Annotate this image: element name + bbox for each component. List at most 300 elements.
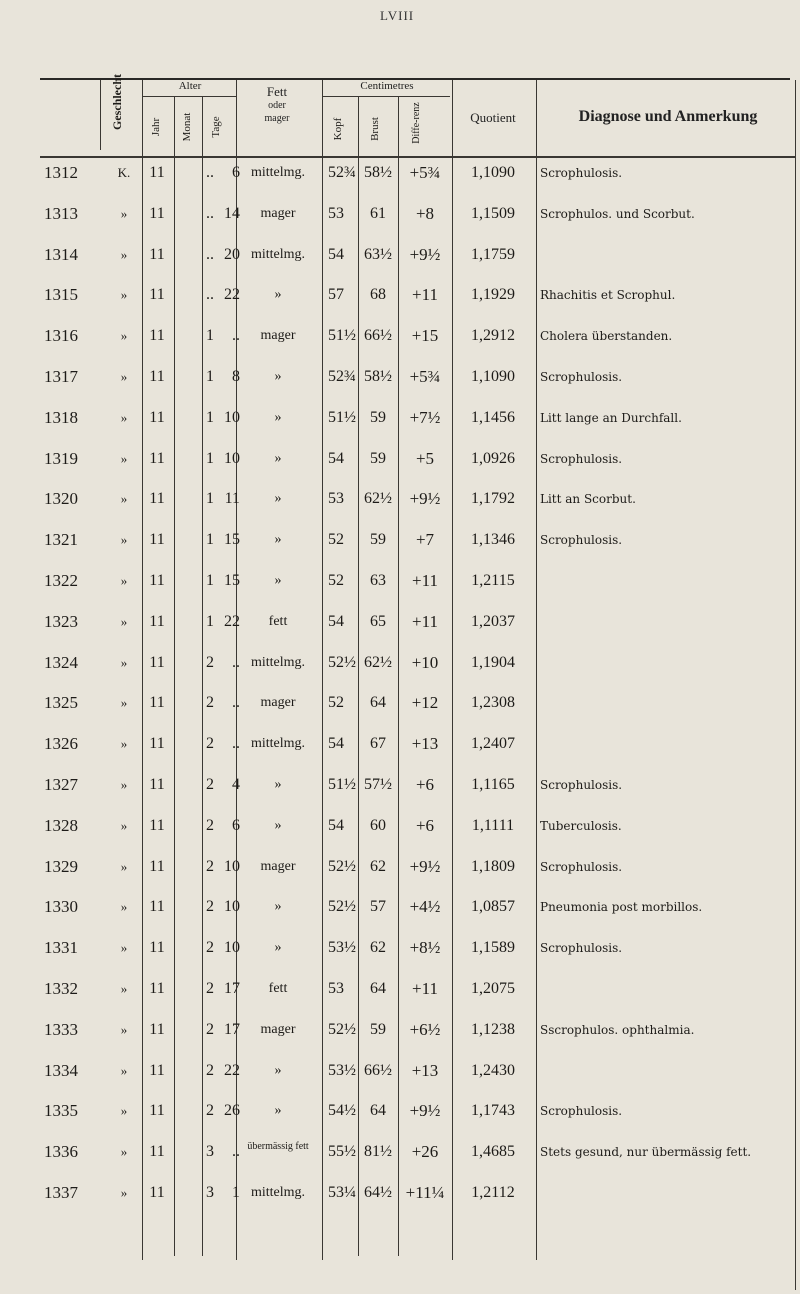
row-differenz: +8½ (409, 938, 441, 958)
row-brust: 64 (370, 694, 386, 712)
header-diagnose: Diagnose und Anmerkung (578, 108, 758, 125)
row-quotient: 1,1238 (471, 1020, 515, 1038)
row-brust: 64 (370, 1102, 386, 1120)
row-sex: » (120, 1144, 128, 1160)
row-tage: 22 (224, 612, 240, 630)
row-monat: 1 (206, 368, 214, 385)
row-differenz: +9½ (409, 244, 441, 264)
row-sex: » (120, 491, 128, 507)
row-kopf: 57 (328, 286, 344, 304)
row-sex: » (120, 246, 128, 262)
table-row (0, 407, 800, 447)
row-number: 1316 (44, 326, 78, 346)
row-fett: » (274, 940, 282, 956)
row-monat: 3 (206, 1143, 214, 1161)
row-kopf: 52 (328, 531, 344, 549)
row-monat: .. (206, 286, 214, 304)
row-sex: » (120, 532, 128, 548)
row-sex: » (120, 981, 128, 996)
row-jahr: 11 (149, 1061, 165, 1079)
row-fett: übermässig fett (247, 1141, 309, 1153)
row-diagnose: Scrophulos. und Scorbut. (540, 206, 695, 221)
row-kopf: 51½ (328, 327, 356, 345)
table-row (0, 692, 800, 732)
row-tage: 22 (224, 286, 240, 304)
row-brust: 59 (370, 449, 386, 467)
row-sex: » (120, 654, 128, 670)
row-brust: 81½ (364, 1143, 392, 1161)
row-differenz: +6 (415, 815, 435, 835)
row-brust: 62 (370, 857, 386, 875)
row-quotient: 1,1165 (471, 776, 515, 793)
row-sex: » (120, 899, 128, 915)
row-monat: 1 (206, 572, 214, 589)
row-jahr: 11 (149, 776, 165, 793)
row-tage: 10 (224, 939, 240, 957)
row-tage: 10 (224, 408, 240, 426)
row-brust: 59 (370, 531, 386, 549)
row-jahr: 11 (149, 653, 165, 671)
row-jahr: 11 (149, 939, 165, 957)
row-brust: 61 (370, 204, 386, 222)
row-brust: 66½ (364, 1061, 392, 1079)
row-fett: » (274, 899, 282, 915)
row-fett: fett (268, 981, 288, 996)
row-sex: K. (117, 165, 131, 180)
row-brust: 64½ (364, 1184, 392, 1201)
header-geschlecht: Geschlecht (110, 74, 124, 130)
row-kopf: 53¼ (328, 1184, 356, 1201)
table-row (0, 611, 800, 651)
row-kopf: 54½ (328, 1102, 356, 1120)
row-quotient: 1,1759 (471, 245, 515, 263)
row-sex: » (120, 817, 128, 833)
table-row (0, 366, 800, 406)
row-sex: » (120, 450, 128, 466)
row-monat: 1 (206, 327, 214, 345)
row-differenz: +4½ (409, 897, 441, 917)
table-row (0, 1141, 800, 1181)
row-monat: 2 (206, 980, 214, 997)
row-fett: » (274, 409, 282, 425)
row-quotient: 1,2912 (471, 327, 515, 345)
row-monat: 1 (206, 531, 214, 549)
row-differenz: +10 (411, 652, 439, 672)
row-quotient: 1,2407 (471, 735, 515, 753)
row-monat: 2 (206, 939, 214, 957)
row-sex: » (120, 409, 128, 425)
row-diagnose: Tuberculosis. (540, 818, 622, 833)
row-jahr: 11 (149, 164, 165, 181)
header-fett-oder: oder (268, 100, 286, 111)
row-tage: .. (232, 694, 240, 712)
row-brust: 59 (370, 408, 386, 426)
row-fett: mittelmg. (250, 1185, 306, 1200)
row-differenz: +26 (411, 1142, 439, 1162)
row-brust: 67 (370, 735, 386, 753)
row-quotient: 1,1456 (471, 408, 515, 426)
row-brust: 63½ (364, 245, 392, 263)
row-diagnose: Litt an Scorbut. (540, 492, 636, 507)
row-differenz: +9½ (409, 1101, 441, 1121)
row-differenz: +11 (412, 571, 438, 590)
row-kopf: 52¾ (328, 368, 356, 385)
row-quotient: 1,2115 (471, 572, 515, 589)
row-differenz: +12 (411, 693, 439, 713)
row-tage: 17 (224, 980, 240, 997)
row-fett: » (274, 777, 282, 792)
row-kopf: 52½ (328, 653, 356, 671)
table-row (0, 203, 800, 243)
row-jahr: 11 (149, 204, 165, 222)
row-diagnose: Scrophulosis. (540, 1104, 623, 1119)
row-number: 1331 (44, 938, 78, 958)
table-row (0, 815, 800, 855)
row-monat: 1 (206, 408, 214, 426)
row-number: 1330 (44, 897, 78, 917)
row-sex: » (120, 940, 128, 956)
row-sex: » (120, 695, 128, 711)
row-jahr: 11 (149, 449, 165, 467)
row-tage: 10 (224, 449, 240, 467)
table-row (0, 1182, 800, 1222)
row-brust: 57½ (364, 776, 392, 793)
row-brust: 58½ (364, 368, 392, 385)
row-monat: 2 (206, 694, 214, 712)
row-brust: 63 (370, 572, 386, 589)
row-monat: 2 (206, 776, 214, 793)
row-number: 1320 (44, 489, 78, 509)
row-quotient: 1,2430 (471, 1061, 515, 1079)
row-monat: 2 (206, 1102, 214, 1120)
row-kopf: 54 (328, 816, 344, 834)
row-number: 1313 (44, 203, 78, 223)
row-jahr: 11 (149, 1184, 165, 1201)
row-number: 1327 (44, 775, 78, 794)
centimetres-rule (322, 96, 450, 97)
row-monat: 2 (206, 1061, 214, 1079)
row-monat: 2 (206, 653, 214, 671)
row-quotient: 1,0926 (471, 449, 515, 467)
row-brust: 57 (370, 898, 386, 916)
table-row (0, 1019, 800, 1059)
row-differenz: +9½ (409, 489, 441, 509)
row-differenz: +13 (411, 734, 439, 754)
row-quotient: 1,1090 (471, 164, 515, 181)
header-fett: Fett (266, 84, 288, 99)
row-tage: 6 (232, 164, 240, 181)
alter-rule (142, 96, 236, 97)
row-brust: 60 (370, 816, 386, 834)
row-fett: » (274, 532, 282, 548)
row-sex: » (120, 1062, 128, 1078)
row-tage: 10 (224, 898, 240, 916)
row-jahr: 11 (149, 694, 165, 712)
header-fett-mager: mager (264, 113, 290, 124)
row-fett: mager (260, 328, 296, 344)
row-fett: mager (260, 205, 296, 221)
row-jahr: 11 (149, 245, 165, 263)
row-diagnose: Scrophulosis. (540, 451, 623, 466)
header-monat: Monat (181, 112, 193, 142)
row-number: 1321 (44, 530, 78, 550)
row-tage: 17 (224, 1020, 240, 1038)
row-kopf: 52¾ (328, 164, 356, 181)
row-monat: 1 (206, 612, 214, 630)
row-differenz: +5¾ (409, 367, 441, 386)
row-differenz: +7½ (409, 407, 441, 427)
row-brust: 62½ (364, 653, 392, 671)
row-jahr: 11 (149, 980, 165, 997)
header-differenz: Diffe-renz (411, 102, 422, 144)
row-brust: 58½ (364, 164, 392, 181)
row-differenz: +5¾ (409, 163, 441, 182)
row-tage: 11 (224, 490, 240, 508)
row-jahr: 11 (149, 857, 165, 875)
row-sex: » (120, 1185, 128, 1200)
row-diagnose: Sscrophulos. ophthalmia. (540, 1022, 695, 1037)
row-tage: 14 (224, 204, 240, 222)
table-row (0, 284, 800, 324)
row-monat: .. (206, 164, 214, 181)
table-row (0, 896, 800, 936)
row-differenz: +6 (415, 775, 435, 794)
row-sex: » (120, 369, 128, 384)
row-quotient: 1,1809 (471, 857, 515, 875)
row-number: 1328 (44, 815, 78, 835)
row-fett: mager (260, 858, 296, 874)
row-brust: 64 (370, 980, 386, 997)
row-fett: mager (260, 695, 296, 711)
row-kopf: 54 (328, 735, 344, 753)
row-fett: » (274, 369, 282, 384)
row-monat: 2 (206, 898, 214, 916)
row-tage: 26 (224, 1102, 240, 1120)
row-differenz: +11 (412, 611, 438, 631)
table-row (0, 488, 800, 528)
row-sex: » (120, 777, 128, 792)
table-row (0, 325, 800, 365)
row-sex: » (120, 736, 128, 752)
row-kopf: 53½ (328, 1061, 356, 1079)
header-centimetres: Centimetres (360, 80, 414, 92)
row-tage: .. (232, 735, 240, 753)
row-number: 1337 (44, 1183, 78, 1202)
row-jahr: 11 (149, 408, 165, 426)
row-tage: 1 (232, 1184, 240, 1201)
row-jahr: 11 (149, 1102, 165, 1120)
row-jahr: 11 (149, 531, 165, 549)
row-number: 1326 (44, 734, 78, 754)
table-row (0, 529, 800, 569)
row-sex: » (120, 573, 128, 588)
row-fett: mager (260, 1021, 296, 1037)
row-jahr: 11 (149, 1143, 165, 1161)
row-brust: 66½ (364, 327, 392, 345)
row-fett: » (274, 573, 282, 588)
row-sex: » (120, 613, 128, 629)
table-row (0, 652, 800, 692)
row-monat: 3 (206, 1184, 214, 1201)
row-tage: 4 (232, 776, 240, 793)
row-kopf: 52 (328, 572, 344, 589)
row-sex: » (120, 858, 128, 874)
row-differenz: +6½ (409, 1019, 441, 1039)
row-quotient: 1,2112 (471, 1184, 515, 1201)
row-fett: mittelmg. (250, 654, 306, 670)
row-tage: 8 (232, 368, 240, 385)
row-differenz: +8 (415, 203, 435, 223)
header-quotient: Quotient (470, 110, 516, 125)
col-line-sex (100, 80, 101, 150)
row-quotient: 1,1929 (471, 286, 515, 304)
row-diagnose: Rhachitis et Scrophul. (540, 288, 676, 303)
table-row (0, 448, 800, 488)
table-row (0, 244, 800, 284)
table-row (0, 1060, 800, 1100)
header-jahr: Jahr (150, 117, 162, 137)
row-brust: 62½ (364, 490, 392, 508)
row-number: 1322 (44, 571, 78, 590)
row-diagnose: Scrophulosis. (540, 533, 623, 548)
row-number: 1324 (44, 652, 78, 672)
row-quotient: 1,1090 (471, 368, 515, 385)
row-number: 1329 (44, 856, 78, 876)
row-kopf: 52½ (328, 857, 356, 875)
row-number: 1323 (44, 611, 78, 631)
row-fett: fett (268, 613, 288, 629)
row-fett: » (274, 450, 282, 466)
row-fett: » (274, 491, 282, 507)
row-sex: » (120, 287, 128, 303)
row-fett: » (274, 1103, 282, 1119)
row-diagnose: Scrophulosis. (540, 778, 623, 792)
table-row (0, 774, 800, 814)
row-jahr: 11 (149, 368, 165, 385)
row-differenz: +15 (411, 326, 439, 346)
row-tage: 22 (224, 1061, 240, 1079)
row-kopf: 52 (328, 694, 344, 712)
row-jahr: 11 (149, 286, 165, 304)
row-jahr: 11 (149, 735, 165, 753)
row-number: 1333 (44, 1019, 78, 1039)
row-kopf: 55½ (328, 1143, 356, 1161)
row-kopf: 51½ (328, 408, 356, 426)
row-kopf: 51½ (328, 776, 356, 793)
row-kopf: 54 (328, 245, 344, 263)
row-tage: 15 (224, 531, 240, 549)
row-tage: .. (232, 327, 240, 345)
row-diagnose: Scrophulosis. (540, 859, 623, 874)
row-differenz: +7 (415, 530, 435, 550)
row-quotient: 1,2308 (471, 694, 515, 712)
row-fett: » (274, 1062, 282, 1078)
row-diagnose: Scrophulosis. (540, 166, 623, 180)
row-monat: 2 (206, 735, 214, 753)
row-number: 1314 (44, 244, 78, 264)
row-number: 1315 (44, 285, 78, 305)
row-number: 1335 (44, 1101, 78, 1121)
row-monat: 2 (206, 816, 214, 834)
row-quotient: 1,1346 (471, 531, 515, 549)
row-quotient: 1,1743 (471, 1102, 515, 1120)
row-tage: .. (232, 1143, 240, 1161)
row-quotient: 1,0857 (471, 898, 515, 916)
row-number: 1325 (44, 693, 78, 713)
row-jahr: 11 (149, 572, 165, 589)
header-brust: Brust (369, 117, 381, 141)
row-quotient: 1,1792 (471, 490, 515, 508)
row-quotient: 1,1111 (471, 816, 515, 834)
row-sex: » (120, 1103, 128, 1119)
row-tage: 6 (232, 816, 240, 834)
row-sex: » (120, 328, 128, 344)
row-quotient: 1,2037 (471, 612, 515, 630)
table-row (0, 937, 800, 977)
row-number: 1312 (44, 163, 78, 182)
row-tage: 10 (224, 857, 240, 875)
header-alter: Alter (178, 80, 202, 92)
row-sex: » (120, 205, 128, 221)
table-row (0, 1100, 800, 1140)
page-number: LVIII (380, 8, 415, 23)
row-number: 1319 (44, 448, 78, 468)
row-sex: » (120, 1021, 128, 1037)
row-jahr: 11 (149, 898, 165, 916)
row-diagnose: Scrophulosis. (540, 370, 623, 384)
row-monat: .. (206, 245, 214, 263)
row-monat: .. (206, 204, 214, 222)
row-number: 1336 (44, 1142, 78, 1162)
row-kopf: 54 (328, 449, 344, 467)
row-quotient: 1,1589 (471, 939, 515, 957)
row-kopf: 53 (328, 490, 344, 508)
row-jahr: 11 (149, 327, 165, 345)
row-brust: 68 (370, 286, 386, 304)
row-fett: mittelmg. (250, 736, 306, 752)
row-tage: .. (232, 653, 240, 671)
table-row (0, 162, 800, 202)
row-quotient: 1,1509 (471, 204, 515, 222)
row-monat: 2 (206, 1020, 214, 1038)
header-tage: Tage (210, 116, 222, 138)
row-jahr: 11 (149, 612, 165, 630)
row-number: 1332 (44, 979, 78, 998)
row-differenz: +11 (412, 979, 438, 998)
row-differenz: +11 (412, 285, 438, 305)
row-kopf: 53 (328, 204, 344, 222)
row-quotient: 1,2075 (471, 980, 515, 997)
header-bottom-rule (40, 156, 795, 158)
row-differenz: +11¼ (405, 1183, 445, 1202)
row-fett: mittelmg. (250, 165, 306, 180)
row-number: 1334 (44, 1060, 78, 1080)
row-diagnose: Litt lange an Durchfall. (540, 410, 682, 425)
row-monat: 1 (206, 449, 214, 467)
table-row (0, 733, 800, 773)
row-monat: 2 (206, 857, 214, 875)
row-brust: 65 (370, 612, 386, 630)
row-tage: 20 (224, 245, 240, 263)
row-fett: » (274, 817, 282, 833)
row-kopf: 52½ (328, 1020, 356, 1038)
table-row (0, 856, 800, 896)
row-fett: » (274, 287, 282, 303)
row-monat: 1 (206, 490, 214, 508)
row-jahr: 11 (149, 816, 165, 834)
row-jahr: 11 (149, 490, 165, 508)
row-kopf: 54 (328, 612, 344, 630)
